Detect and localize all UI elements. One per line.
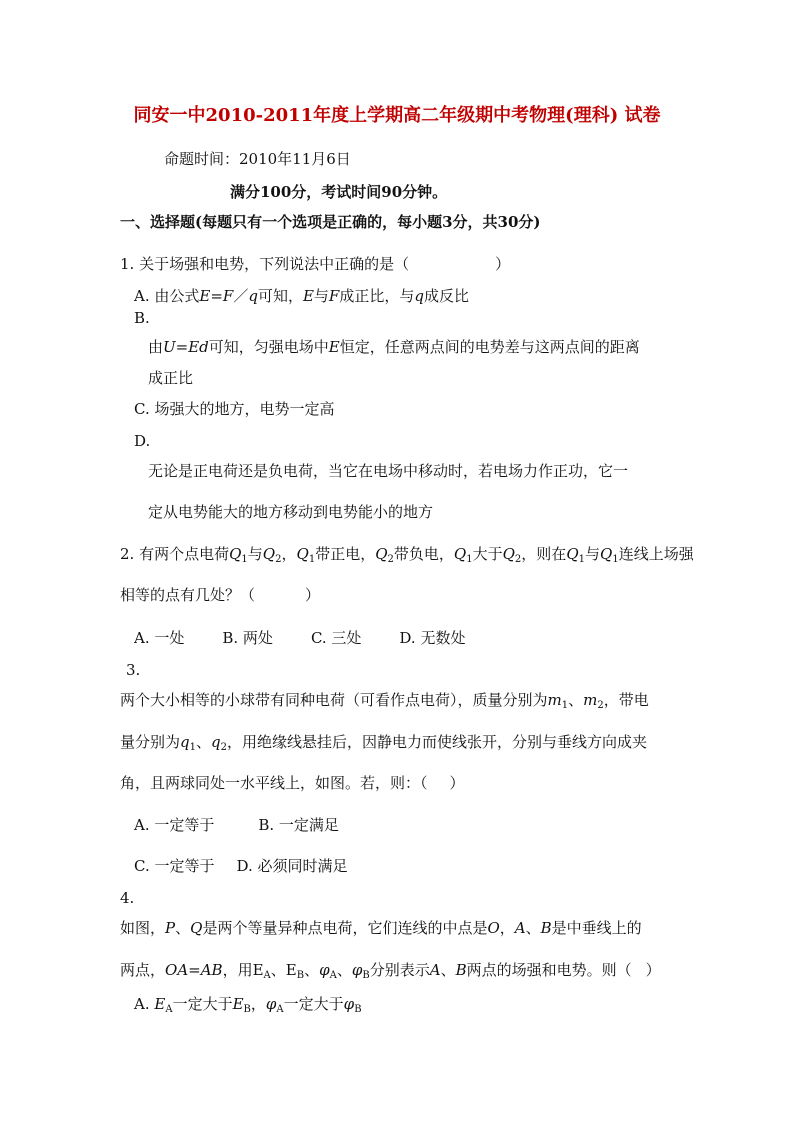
q3-line2 (120, 732, 647, 752)
q3-option-d: D. 必须同时满足 (236, 857, 348, 875)
q2-option-b: B. 两处 (222, 629, 273, 647)
q3-l2-post: ，用绝缘线悬挂后，因静电力而使线张开，分别与垂线方向成夹 (227, 733, 648, 751)
q2-sub1c: 1 (466, 554, 473, 565)
q3-line1 (120, 690, 649, 710)
q4-B: B (540, 919, 552, 937)
q1-a-rest3: 成正比，与 (339, 287, 415, 305)
q4-a-sub3: A (276, 1004, 284, 1015)
q3-m2: m (583, 691, 598, 709)
q4-sep2: 、 (525, 919, 541, 937)
section-heading: 一、选择题(每题只有一个选项是正确的，每小题3分，共30分) (120, 213, 541, 231)
q4-B2: B (455, 961, 467, 979)
q3-m1: m (547, 691, 562, 709)
q4-number: 4. (120, 889, 135, 907)
q3-sep2: 、 (196, 733, 212, 751)
q4-A: A (514, 919, 526, 937)
q1-close: ） (495, 255, 511, 273)
q1-b-E: E (328, 338, 340, 356)
q2-neg: 带负电， (393, 545, 454, 563)
q2-line: 连线上场强 (618, 545, 694, 563)
q2-Q1b: Q (296, 545, 309, 563)
q1-option-b-line1 (148, 337, 640, 357)
q4-subA: A (263, 970, 271, 981)
q1-b-pre: 由 (148, 338, 164, 356)
q4-l2-mid: ，用E (222, 961, 264, 979)
q3-pre: 两个大小相等的小球带有同种电荷（可看作点电荷），质量分别为 (120, 691, 548, 709)
q4-phi1: φ (319, 961, 330, 979)
q4-sep3: 、 (270, 961, 286, 979)
q1-a-slash: ／ (233, 287, 249, 305)
q2-Q2: Q (262, 545, 276, 563)
q2-sub2c: 2 (514, 554, 522, 565)
q4-Q: Q (190, 919, 203, 937)
q3-q1: q (180, 733, 190, 751)
q2-Q2c: Q (502, 545, 515, 563)
q1-b-mid: 可知，匀强电场中 (208, 338, 329, 356)
q4-subB: B (296, 970, 305, 981)
q1-a-formula: E=F (199, 287, 234, 305)
q3-options-cd (134, 856, 348, 876)
q4-a-label: A. (134, 995, 155, 1013)
q4-a-sub2: B (243, 1004, 251, 1015)
q2-comma: ， (281, 545, 297, 563)
q4-a-mid: 一定大于 (172, 995, 233, 1013)
page-title: 同安一中2010-2011年度上学期高二年级期中考物理(理科) 试卷 (133, 105, 661, 126)
q1-option-d-line1: 无论是正电荷还是负电荷，当它在电场中移动时，若电场力作正功，它一 (148, 462, 629, 480)
q2-pre: 2. 有两个点电荷 (120, 545, 230, 563)
q2-big: 大于 (472, 545, 503, 563)
q1-stem-text: 1. 关于场强和电势，下列说法中正确的是（ (120, 255, 410, 273)
q1-option-b-label: B. (134, 309, 150, 327)
q3-close: ） (449, 774, 465, 792)
q4-mid: 是两个等量异种点电荷，它们连线的中点是 (202, 919, 488, 937)
score-info: 满分100分，考试时间90分钟。 (230, 183, 448, 201)
q2-sub1: 1 (241, 554, 248, 565)
q2-line1 (120, 544, 694, 564)
q3-options-ab (134, 815, 339, 835)
q3-qsub1: 1 (189, 742, 196, 753)
q3-line3 (120, 773, 465, 793)
q1-a-rest1: 可知， (257, 287, 303, 305)
q3-sep: 、 (568, 691, 584, 709)
q2-Q1d: Q (566, 545, 579, 563)
q2-sub2b: 2 (387, 554, 394, 565)
q2-line2-text: 相等的点有几处？（ (120, 586, 256, 604)
q4-close: ） (645, 961, 661, 979)
q3-sub1: 1 (561, 700, 569, 711)
q1-option-b-line2: 成正比 (148, 369, 194, 387)
q3-option-b: B. 一定满足 (258, 816, 339, 834)
q3-q2: q (211, 733, 221, 751)
q4-a-E2: E (232, 995, 244, 1013)
q2-option-a: A. 一处 (134, 629, 185, 647)
q4-phisubA: A (329, 970, 337, 981)
q3-post: ，带电 (603, 691, 649, 709)
q4-line2: 两点，OA=AB，用$E_A$、$E_B$、$\varphi_A$、$\varphi_B$分别表示A、B两点的场强和电势。则（ ） (120, 961, 661, 981)
q2-options (134, 628, 465, 648)
q4-comma: ， (499, 919, 515, 937)
q3-sub2: 2 (597, 700, 604, 711)
q1-a-label: A. 由公式 (134, 287, 200, 305)
q4-phisubB: B (362, 970, 370, 981)
q4-sep: 、 (175, 919, 191, 937)
q4-l2-pre: 两点， (120, 961, 166, 979)
q2-Q1e: Q (600, 545, 613, 563)
q2-sub1e: 1 (612, 554, 619, 565)
q2-Q1: Q (229, 545, 242, 563)
exam-date: 命题时间：2010年11月6日 (164, 150, 351, 168)
q4-option-a (134, 994, 362, 1014)
q1-option-d-label: D. (134, 432, 151, 450)
q4-l2-post: 两点的场强和电势。则（ (466, 961, 632, 979)
q4-OA: OA=AB (165, 961, 223, 979)
q4-O: O (487, 919, 500, 937)
q3-l2-pre: 量分别为 (120, 733, 181, 751)
q2-yu2: 与 (585, 545, 601, 563)
q4-P: P (165, 919, 176, 937)
q1-a-q: q (248, 287, 258, 305)
q1-a-F: F (328, 287, 340, 305)
q2-then: ，则在 (521, 545, 567, 563)
q4-a-phi2: φ (343, 995, 355, 1013)
q2-line2 (120, 585, 320, 605)
q3-option-c: C. 一定等于 (134, 857, 215, 875)
q1-a-rest2: 与 (313, 287, 329, 305)
q4-a-end: 一定大于 (283, 995, 344, 1013)
q2-close: ） (305, 586, 321, 604)
q4-pre: 如图， (120, 919, 166, 937)
q4-sep5: 、 (336, 961, 352, 979)
q2-option-d: D. 无数处 (399, 629, 466, 647)
q2-pos: 带正电， (315, 545, 376, 563)
q1-a-q2: q (414, 287, 424, 305)
q4-A2: A (429, 961, 441, 979)
q3-number: 3. (126, 661, 141, 679)
q1-option-a (134, 286, 469, 306)
q1-option-c: C. 场强大的地方，电势一定高 (134, 400, 335, 418)
q3-option-a: A. 一定等于 (134, 816, 215, 834)
q4-a-mid2: ， (250, 995, 266, 1013)
q4-phi2: φ (351, 961, 363, 979)
q3-line3-text: 角，且两球同处一水平线上，如图。若，则：（ (120, 774, 428, 792)
q4-a-sub1: A (165, 1004, 173, 1015)
q4-a-E1: E (154, 995, 166, 1013)
q4-sep6: 、 (440, 961, 456, 979)
q1-option-d-line2: 定从电势能大的地方移动到电势能小的地方 (148, 503, 434, 521)
q1-stem (120, 254, 510, 274)
q4-post: 是中垂线上的 (551, 919, 642, 937)
q3-qsub2: 2 (220, 742, 227, 753)
q1-b-formula: U=Ed (163, 338, 209, 356)
q2-sub1d: 1 (578, 554, 585, 565)
q2-Q1c: Q (453, 545, 467, 563)
q1-b-post: 恒定，任意两点间的电势差与这两点间的距离 (339, 338, 640, 356)
q2-sub2: 2 (275, 554, 282, 565)
q4-a-sub4: B (354, 1004, 362, 1015)
q1-a-E: E (302, 287, 314, 305)
q1-a-rest4: 成反比 (423, 287, 469, 305)
q4-line1 (120, 918, 642, 938)
q2-sub1b: 1 (308, 554, 316, 565)
q4-sep4: 、 (304, 961, 320, 979)
q2-yu: 与 (247, 545, 263, 563)
q4-a-phi1: φ (265, 995, 277, 1013)
q2-option-c: C. 三处 (310, 629, 362, 647)
q2-Q2b: Q (375, 545, 388, 563)
